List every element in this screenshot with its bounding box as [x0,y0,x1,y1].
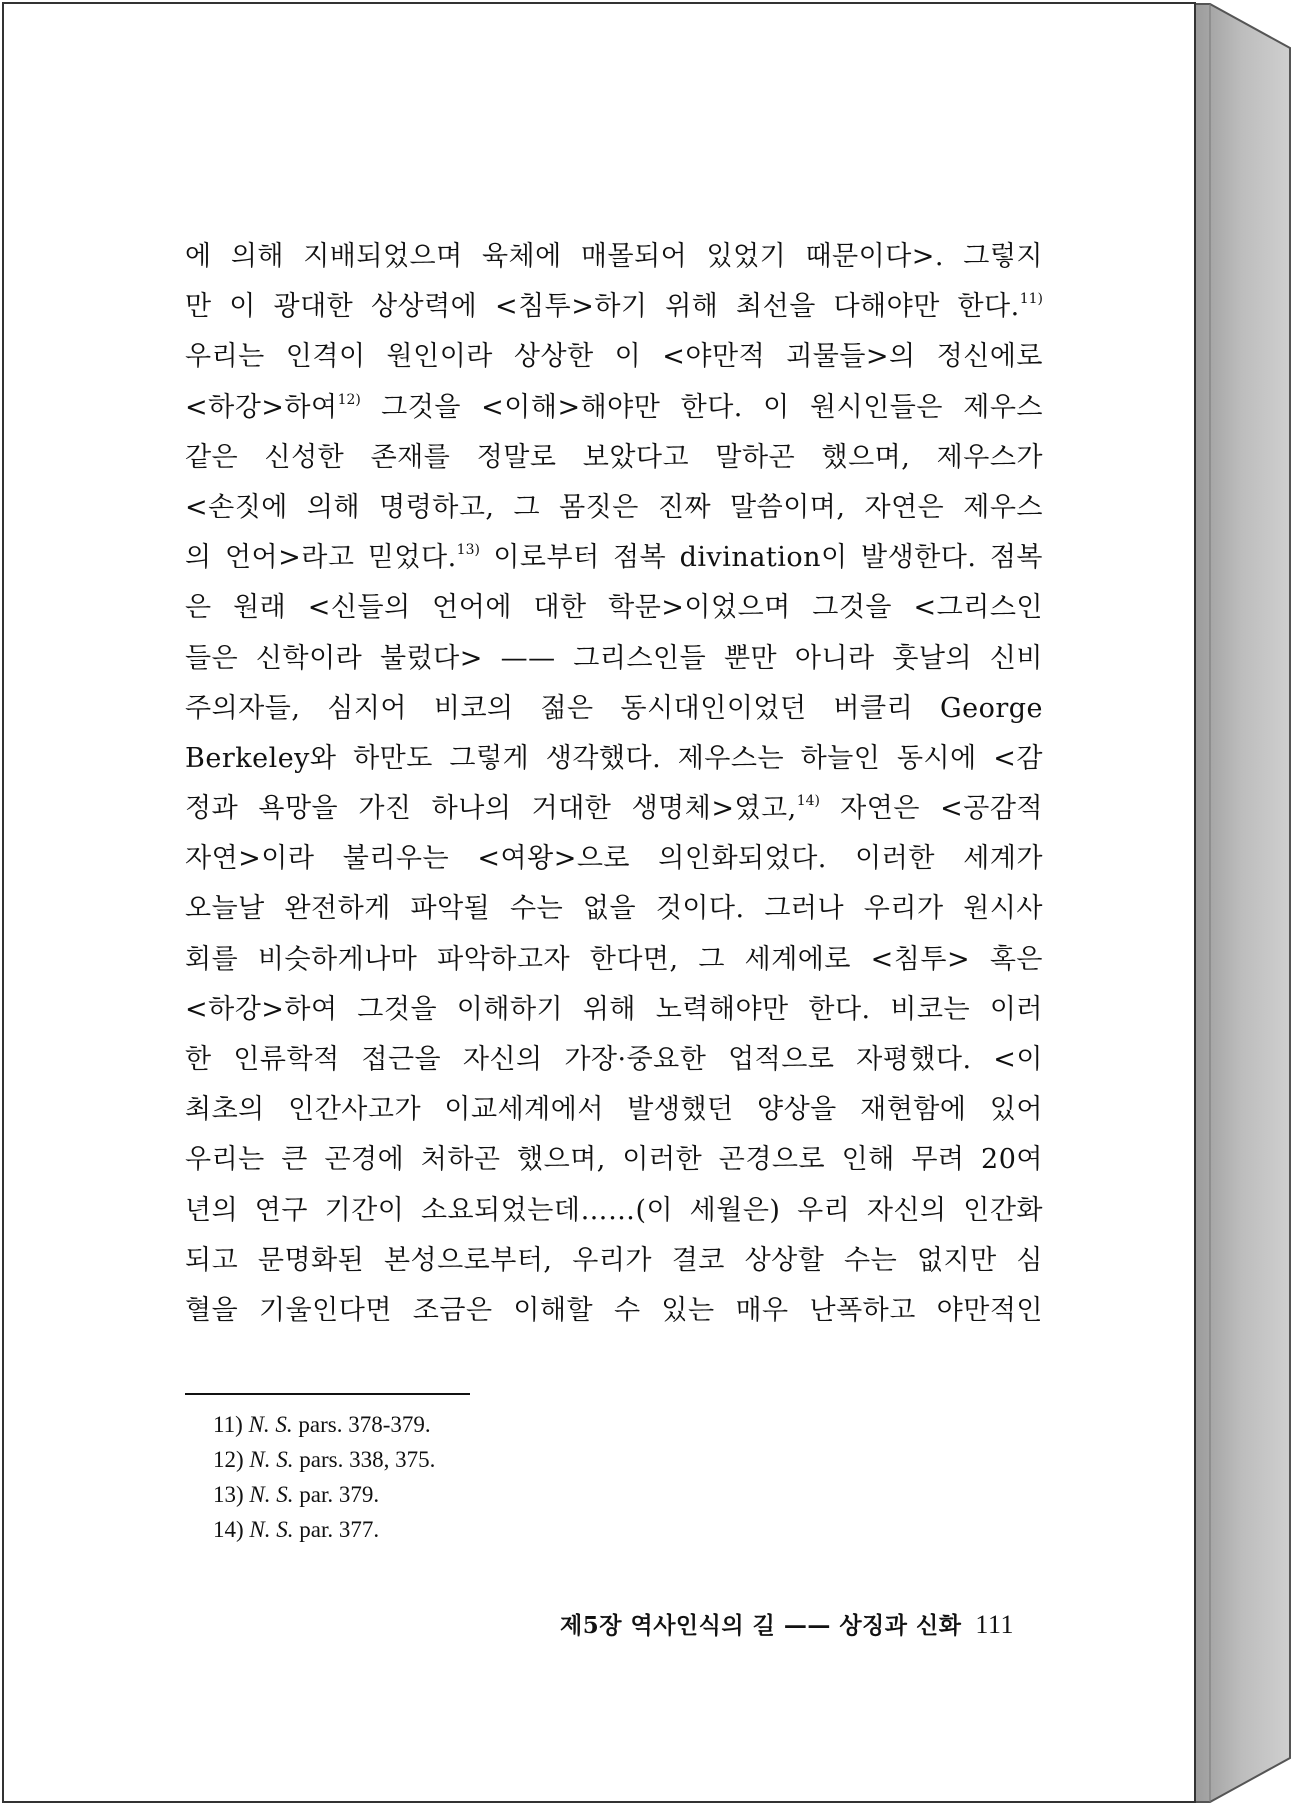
body-line [185,734,1043,784]
body-line [185,232,1043,282]
body-line [185,483,1043,533]
footnote-reference: pars. 378-379. [298,1412,431,1437]
body-text-run: 자연은 <공감적 [819,793,1044,825]
body-text-run: 년의 연구 기간이 소요되었는데……(이 세월은) 우리 자신의 인간화 [185,1194,1043,1226]
body-line [185,985,1043,1035]
running-head: 제5장 역사인식의 길 —— 상징과 신화 [560,1612,962,1639]
footnote-marker: 12) [337,391,361,408]
body-text-run: 우리는 큰 곤경에 처하곤 했으며, 이러한 곤경으로 인해 무려 20여 [185,1144,1043,1176]
body-line [185,684,1043,734]
body-text-run: Berkeley와 하만도 그렇게 생각했다. 제우스는 하늘인 동시에 <감 [185,742,1043,774]
body-text-run: 같은 신성한 존재를 정말로 보았다고 말하곤 했으며, 제우스가 [185,441,1043,473]
footnote-marker: 14) [796,793,820,810]
body-text-run: 에 의해 지배되었으며 육체에 매몰되어 있었기 때문이다>. 그렇지 [185,241,1043,272]
body-text-run: 들은 신학이라 불렀다> —— 그리스인들 뿐만 아니라 훗날의 신비 [185,642,1043,674]
body-line [185,533,1043,583]
footnote-marker: 13) [456,542,480,559]
footnote-source: N. S. [249,1447,294,1472]
body-text-run: 회를 비슷하게나마 파악하고자 한다면, 그 세계에로 <침투> 혹은 [185,943,1043,975]
footnote [213,1407,435,1442]
footnote-number: 11) [213,1412,243,1437]
body-text [185,232,1043,1336]
body-line [185,884,1043,934]
footnote-reference: par. 377. [299,1517,380,1542]
body-text-run: 이로부터 점복 divination이 발생한다. 점복 [479,542,1043,574]
body-text-run: 우리는 인격이 원인이라 상상한 이 <야만적 괴물들>의 정신에로 [185,341,1043,373]
body-line [185,433,1043,483]
footnote-number: 13) [213,1482,244,1507]
body-text-run: <하강>하여 그것을 이해하기 위해 노력해야만 한다. 비코는 이러 [185,993,1043,1025]
body-line [185,282,1043,332]
body-line [185,784,1043,834]
body-text-run: 주의자들, 심지어 비코의 젊은 동시대인이었던 버클리 George [185,692,1043,724]
running-footer [560,1607,1014,1640]
body-line [185,634,1043,684]
footnote-marker: 11) [1019,291,1043,308]
body-text-run: <손짓에 의해 명령하고, 그 몸짓은 진짜 말씀이며, 자연은 제우스 [185,491,1043,523]
footnote [213,1477,435,1512]
footnote [213,1442,435,1477]
body-line [185,935,1043,985]
body-line [185,383,1043,433]
body-line [185,834,1043,884]
body-line [185,1236,1043,1286]
body-text-run: 의 언어>라고 믿었다. [185,542,457,574]
footnote-separator [185,1393,470,1395]
body-text-run: 그것을 <이해>해야만 한다. 이 원시인들은 제우스 [360,391,1043,423]
page-number: 111 [975,1610,1014,1639]
footnote [213,1512,435,1547]
body-line [185,1135,1043,1185]
body-text-run: 정과 욕망을 가진 하나의 거대한 생명체>였고, [185,793,797,825]
footnote-number: 12) [213,1447,244,1472]
body-line [185,1085,1043,1135]
footnotes [213,1407,435,1547]
body-text-run: 오늘날 완전하게 파악될 수는 없을 것이다. 그러나 우리가 원시사 [185,893,1043,925]
footnote-number: 14) [213,1517,244,1542]
body-text-run: 되고 문명화된 본성으로부터, 우리가 결코 상상할 수는 없지만 심 [185,1244,1043,1276]
body-text-run: 한 인류학적 접근을 자신의 가장·중요한 업적으로 자평했다. <이 [185,1044,1043,1075]
footnote-source: N. S. [249,1517,294,1542]
body-text-run: 은 원래 <신들의 언어에 대한 학문>이었으며 그것을 <그리스인 [185,592,1043,624]
footnote-source: N. S. [249,1482,294,1507]
body-text-run: 혈을 기울인다면 조금은 이해할 수 있는 매우 난폭하고 야만적인 [185,1294,1043,1326]
footnote-source: N. S. [248,1412,293,1437]
body-line [185,583,1043,633]
body-text-run: 최초의 인간사고가 이교세계에서 발생했던 양상을 재현함에 있어 [185,1094,1043,1126]
body-line [185,1286,1043,1336]
body-text-run: 자연>이라 불리우는 <여왕>으로 의인화되었다. 이러한 세계가 [185,843,1043,875]
body-line [185,1186,1043,1236]
body-text-run: 만 이 광대한 상상력에 <침투>하기 위해 최선을 다해야만 한다. [185,291,1020,323]
footnote-reference: par. 379. [299,1482,380,1507]
footnote-reference: pars. 338, 375. [299,1447,436,1472]
body-line [185,1035,1043,1085]
body-text-run: <하강>하여 [185,391,338,423]
body-line [185,332,1043,382]
